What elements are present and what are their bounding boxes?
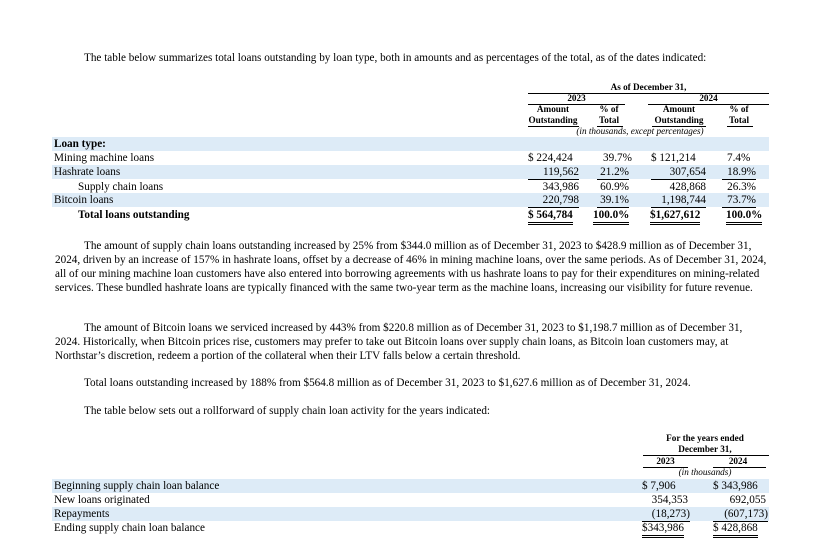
table2-units: (in thousands) <box>678 467 732 477</box>
table1-section-row <box>52 137 769 151</box>
table1-header-top: As of December 31, <box>610 82 687 92</box>
table-row: Supply chain loans 343,986 60.9% 428,868 26.3% <box>78 181 756 193</box>
table2-header-top: For the years ended December 31, <box>666 433 744 454</box>
table-row: Hashrate loans 119,562 21.2% 307,654 18.9% <box>52 165 769 179</box>
paragraph-bitcoin: The amount of Bitcoin loans we serviced increased by 443% from $220.8 million as of December 31, 2023 to $1,198.7 million as of December 31, 2024. Historically, when Bitcoin prices rise, customers may prefer to take out Bitcoin loans over supply chain loans, as Bitcoin loan customers may, at Northstar’s discretion, redeem a portion of the collateral when their LTV falls below a certain threshold. <box>55 322 743 362</box>
table-row: Bitcoin loans 220,798 39.1% 1,198,744 73.7% <box>52 193 769 207</box>
intro-text: The table below summarizes total loans outstanding by loan type, both in amounts and as percentages of the total, as of the dates indicated: <box>84 52 707 64</box>
table2-year-2024: 2024 <box>728 456 748 466</box>
table1-col-amount-2024: Amount Outstanding <box>654 104 704 125</box>
table1-units: (in thousands, except percentages) <box>576 126 704 136</box>
table1-total-row: Total loans outstanding $ 564,784 100.0% $1,627,612 100.0% <box>52 208 769 222</box>
loan-type-label: Loan type: <box>54 138 106 150</box>
table-row: Repayments (18,273) (607,173) <box>54 508 768 520</box>
table-row: Beginning supply chain loan balance $ 7,906 $ 343,986 <box>52 479 769 493</box>
table-row: Mining machine loans $ 224,424 39.7% $ 121,214 7.4% <box>54 152 751 164</box>
table2-year-2023: 2023 <box>656 456 675 466</box>
paragraph-rollforward-intro: The table below sets out a rollforward of supply chain loan activity for the years indicated: <box>84 405 491 417</box>
table2-ending-row: Ending supply chain loan balance $343,986 $ 428,868 <box>52 521 769 535</box>
table1-col-pct-2023: % of Total <box>598 104 620 125</box>
table1-col-pct-2024: % of Total <box>728 104 750 125</box>
table-row: New loans originated 354,353 692,055 <box>54 494 766 506</box>
paragraph-supply-chain: The amount of supply chain loans outstanding increased by 25% from $344.0 million as of December 31, 2023 to $428.9 million as of December 31, 2024, driven by an increase of 157% in hashrate loans, offset by a decrease of 46% in mining machine loans, over the same periods. As of December 31, 2024, all of our mining machine loan customers have also entered into borrowing agreements with us hashrate loans to pay for their expenditures on mining-related services. These bundled hashrate loans are typically financed with the same two-year term as the machine loans, increasing our visibility for future revenue. <box>55 240 767 294</box>
paragraph-total: Total loans outstanding increased by 188% from $564.8 million as of December 31, 2023 to $1,627.6 million as of December 31, 2024. <box>84 377 691 389</box>
table1-year-2024: 2024 <box>699 93 718 103</box>
table1-year-2023: 2023 <box>567 93 586 103</box>
table1-col-amount-2023: Amount Outstanding <box>528 104 578 125</box>
